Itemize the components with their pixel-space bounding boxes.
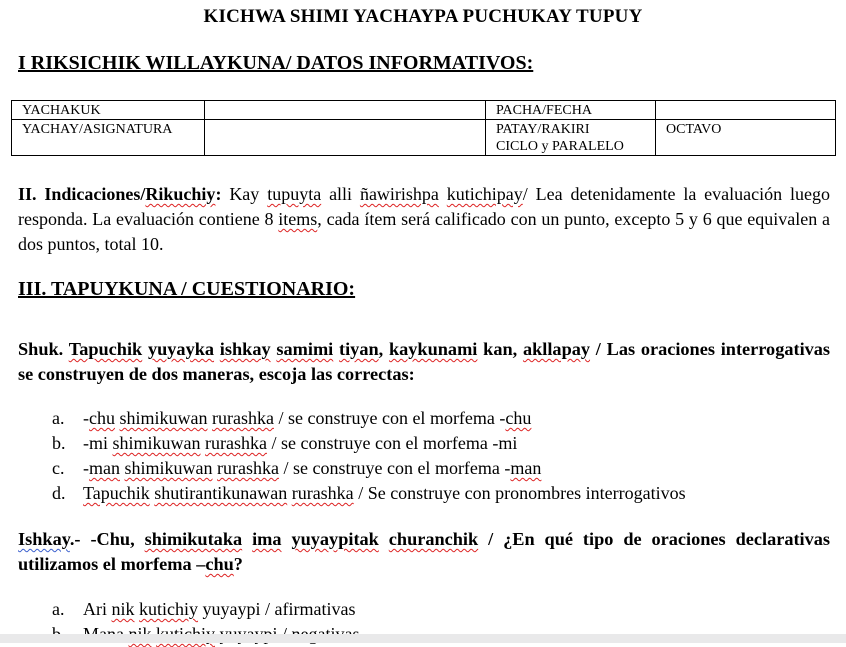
- patay-rakiri-text: PATAY/RAKIRI: [496, 122, 590, 137]
- question-1-options: [52, 406, 686, 506]
- list-item[interactable]: a. -chu shimikuwan rurashka / se construye con el morfema -chu: [52, 408, 532, 428]
- list-item[interactable]: b. -mi shimikuwan rurashka / se construye con el morfema -mi: [52, 433, 518, 453]
- info-table: [11, 100, 836, 156]
- fecha-value[interactable]: [656, 101, 836, 120]
- ciclo-paralelo-label: [486, 120, 656, 156]
- list-item[interactable]: d. Tapuchik shutirantikunawan rurashka / Se construye con pronombres interrogativos: [52, 483, 686, 503]
- window-bottom-bar: [0, 634, 846, 643]
- table-row: [12, 101, 836, 120]
- indications-label: II. Indicaciones/Rikuchiy:: [18, 184, 222, 204]
- table-row: [12, 120, 836, 156]
- document-title: KICHWA SHIMI YACHAYPA PUCHUKAY TUPUY: [203, 6, 643, 27]
- yachakuk-value[interactable]: [205, 101, 486, 120]
- yachakuk-label: YACHAKUK: [12, 101, 205, 120]
- indications-paragraph: II. Indicaciones/Rikuchiy: Kay tupuyta alli ñawirishpa kutichipay/ Lea detenidamente la evaluación luego responda. La evaluación contiene 8 items, cada ítem será calificado con un punto, excepto 5 y 6 que equivalen a dos puntos, total 10.: [18, 184, 831, 254]
- section-heading-datos-informativos: I RIKSICHIK WILLAYKUNA/ DATOS INFORMATIVOS:: [18, 52, 534, 74]
- ciclo-paralelo-text: CICLO y PARALELO: [496, 139, 624, 154]
- section-heading-cuestionario: III. TAPUYKUNA / CUESTIONARIO:: [18, 278, 356, 300]
- asignatura-value[interactable]: [205, 120, 486, 156]
- question-2: Ishkay.- -Chu, shimikutaka ima yuyaypitak churanchik / ¿En qué tipo de oraciones declarativas utilizamos el morfema –chu?: [18, 529, 831, 574]
- ciclo-paralelo-value[interactable]: OCTAVO: [656, 120, 836, 156]
- question-1: Shuk. Tapuchik yuyayka ishkay samimi tiyan, kaykunami kan, akllapay / Las oraciones interrogativas se construyen de dos maneras, escoja las correctas:: [18, 339, 831, 384]
- asignatura-label: YACHAY/ASIGNATURA: [12, 120, 205, 156]
- list-item[interactable]: c. -man shimikuwan rurashka / se construye con el morfema -man: [52, 458, 542, 478]
- list-item[interactable]: a. Ari nik kutichiy yuyaypi / afirmativas: [52, 599, 356, 619]
- fecha-label: PACHA/FECHA: [486, 101, 656, 120]
